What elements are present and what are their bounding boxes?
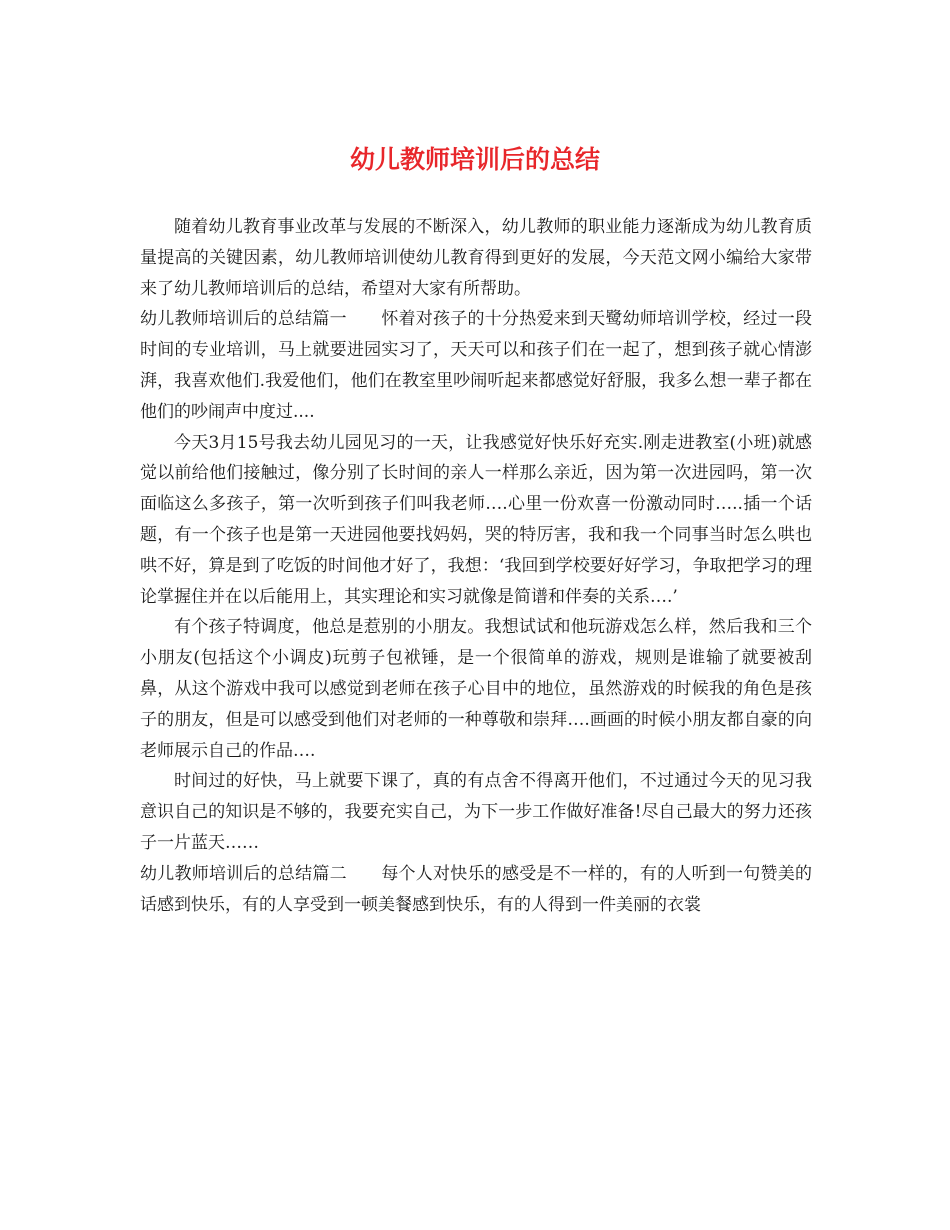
paragraph-section-one-heading: 幼儿教师培训后的总结篇一 怀着对孩子的十分热爱来到天鹭幼师培训学校，经过一段时间的专业培训，马上就要进园实习了，天天可以和孩子们在一起了，想到孩子就心情澎湃，我喜欢他们.我爱他们，他们在教室里吵闹听起来都感觉好舒服，我多么想一辈子都在他们的吵闹声中度过.... — [140, 309, 812, 422]
paragraph-intro: 随着幼儿教育事业改革与发展的不断深入，幼儿教师的职业能力逐渐成为幼儿教育质量提高的关键因素，幼儿教师培训使幼儿教育得到更好的发展，今天范文网小编给大家带来了幼儿教师培训后的总结，希望对大家有所帮助。 — [140, 217, 812, 299]
paragraph-section-two-heading: 幼儿教师培训后的总结篇二 每个人对快乐的感受是不一样的，有的人听到一句赞美的话感到快乐，有的人享受到一顿美餐感到快乐，有的人得到一件美丽的衣裳 — [140, 863, 812, 915]
paragraph-time-flies: 时间过的好快，马上就要下课了，真的有点舍不得离开他们，不过通过今天的见习我意识自己的知识是不够的，我要充实自己，为下一步工作做好准备!尽自己最大的努力还孩子一片蓝天…… — [140, 771, 812, 853]
document-body — [140, 212, 812, 920]
document-title: 幼儿教师培训后的总结 — [349, 145, 600, 174]
paragraph-visit-day: 今天3月15号我去幼儿园见习的一天，让我感觉好快乐好充实.刚走进教室(小班)就感觉以前给他们接触过，像分别了长时间的亲人一样那么亲近，因为第一次进园吗，第一次面临这么多孩子，第一次听到孩子们叫我老师….心里一份欢喜一份激动同时…..插一个话题，有一个孩子也是第一天进园他要找妈妈，哭的特厉害，我和我一个同事当时怎么哄也哄不好，算是到了吃饭的时间他才好了，我想：‘我回到学校要好好学习，争取把学习的理论掌握住并在以后能用上，其实理论和实习就像是简谱和伴奏的关系….’ — [140, 432, 812, 607]
paragraph-game: 有个孩子特调度，他总是惹别的小朋友。我想试试和他玩游戏怎么样，然后我和三个小朋友(包括这个小调皮)玩剪子包袱锤，是一个很简单的游戏，规则是谁输了就要被刮鼻，从这个游戏中我可以感觉到老师在孩子心目中的地位，虽然游戏的时候我的角色是孩子的朋友，但是可以感受到他们对老师的一种尊敬和崇拜….画画的时候小朋友都自豪的向老师展示自己的作品…. — [140, 617, 812, 761]
